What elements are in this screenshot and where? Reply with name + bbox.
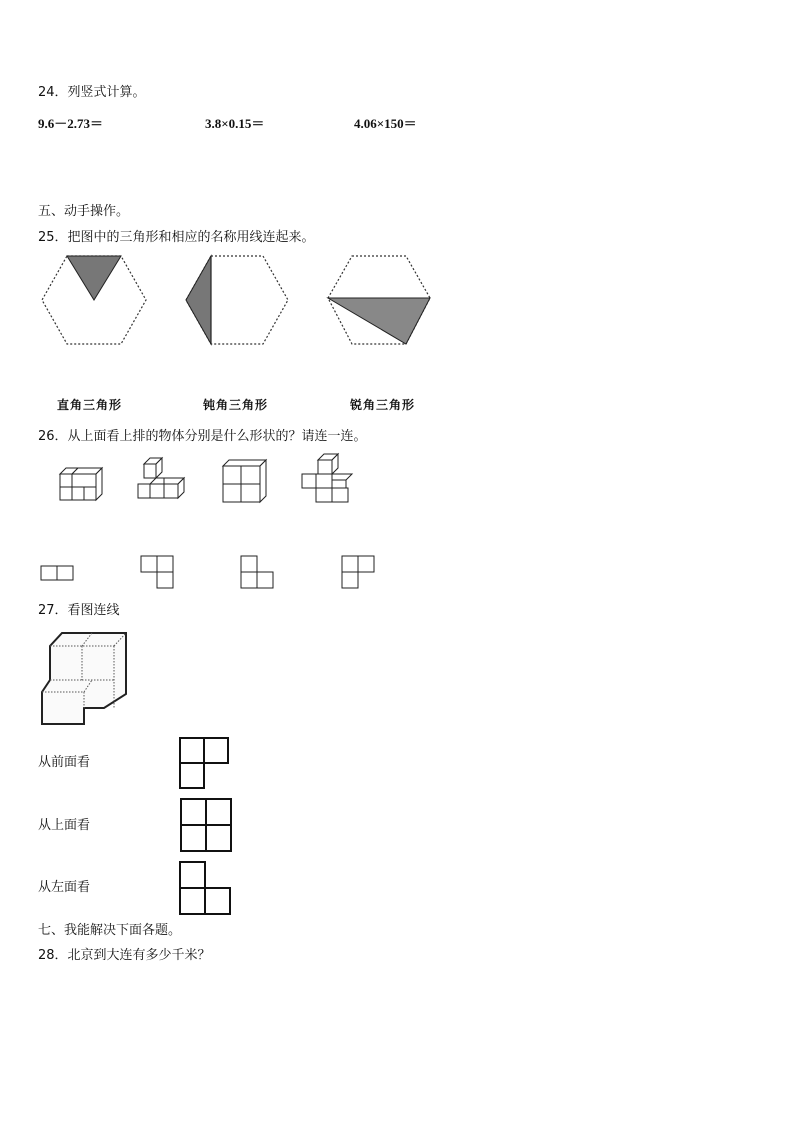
cube-object-4: [300, 452, 356, 508]
view-label-top: 从上面看: [38, 818, 91, 833]
top-view-option-1: [40, 565, 76, 581]
hexagon-figure-1: [40, 252, 150, 348]
label-acute-triangle: 锐角三角形: [350, 398, 416, 412]
hexagon-figure-2: [182, 252, 292, 348]
cube-stack-figure: [38, 630, 132, 728]
question-27-title: 27．看图连线: [38, 603, 120, 618]
section-7-title: 七、我能解决下面各题。: [38, 923, 182, 938]
label-obtuse-triangle: 钝角三角形: [203, 398, 269, 412]
section-5-title: 五、动手操作。: [38, 204, 130, 219]
cube-object-3: [220, 458, 270, 504]
equation-1: 9.6－2.73＝: [38, 116, 104, 131]
top-view-option-4: [341, 555, 377, 589]
question-26-title: 26．从上面看上排的物体分别是什么形状的？请连一连。: [38, 429, 367, 444]
top-view-option-3: [240, 555, 276, 589]
top-view-option-2: [140, 555, 176, 589]
label-right-triangle: 直角三角形: [57, 398, 123, 412]
cube-object-2: [136, 456, 192, 506]
view-label-front: 从前面看: [38, 755, 91, 770]
equation-3: 4.06×150＝: [354, 116, 417, 131]
cube-object-1: [54, 466, 104, 506]
question-28-title: 28．北京到大连有多少千米？: [38, 948, 211, 963]
view-label-left: 从左面看: [38, 880, 91, 895]
question-25-title: 25．把图中的三角形和相应的名称用线连起来。: [38, 230, 315, 245]
equation-2: 3.8×0.15＝: [205, 116, 265, 131]
view-shape-a: [178, 736, 230, 790]
question-24-title: 24．列竖式计算。: [38, 85, 146, 100]
hexagon-figure-3: [324, 252, 434, 348]
view-shape-b: [179, 797, 233, 853]
view-shape-c: [178, 860, 232, 916]
